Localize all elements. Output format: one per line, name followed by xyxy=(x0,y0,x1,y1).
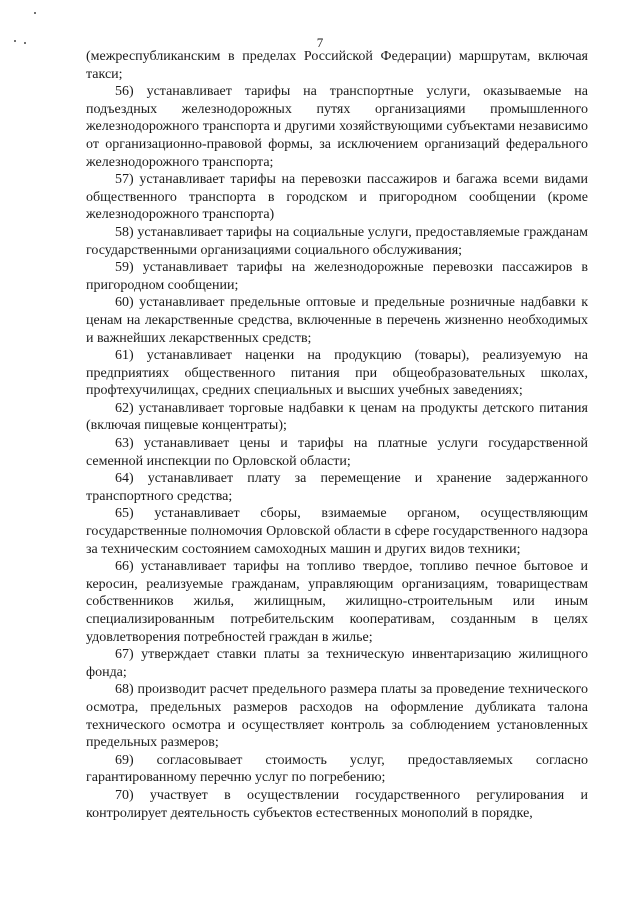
list-item-62: 62) устанавливает торговые надбавки к ценам на продукты детского питания (включая пищевые концентраты); xyxy=(86,400,588,434)
list-item-56: 56) устанавливает тарифы на транспортные услуги, оказываемые на подъездных железнодорожных путях организациями промышленного железнодорожного транспорта и другими хозяйствующими субъектами независимо от организационно-правовой формы, за исключением организаций федерального железнодорожного транспорта; xyxy=(86,84,588,170)
list-item-70: 70) участвует в осуществлении государственного регулирования и контролирует деятельность субъектов естественных монополий в порядке, xyxy=(86,787,588,821)
list-item-66: 66) устанавливает тарифы на топливо твердое, топливо печное бытовое и керосин, реализуемые гражданам, управляющим организациям, товариществам собственников жилья, жилищным, жилищно-строительным или иным специализированным потребительским кооперативам, созданным в целях удовлетворения потребностей граждан в жилье; xyxy=(86,559,588,645)
list-item-58: 58) устанавливает тарифы на социальные услуги, предоставляемые гражданам государственными организациями социального обслуживания; xyxy=(86,224,588,258)
document-body xyxy=(86,48,588,822)
list-item-67: 67) утверждает ставки платы за техническую инвентаризацию жилищного фонда; xyxy=(86,647,588,680)
lead-in-paragraph: (межреспубликанским в пределах Российской Федерации) маршрутам, включая такси; xyxy=(86,49,588,82)
list-item-69: 69) согласовывает стоимость услуг, предоставляемых согласно гарантированному перечню услуг по погребению; xyxy=(86,752,588,786)
list-item-65: 65) устанавливает сборы, взимаемые органом, осуществляющим государственные полномочия Орловской области в сфере государственного надзора за техническим состоянием самоходных машин и других видов техники; xyxy=(86,506,588,557)
list-item-64: 64) устанавливает плату за перемещение и хранение задержанного транспортного средства; xyxy=(86,471,588,504)
list-item-61: 61) устанавливает наценки на продукцию (товары), реализуемую на предприятиях общественного питания при общеобразовательных школах, профтехучилищах, средних специальных и высших учебных заведениях; xyxy=(86,348,588,399)
scan-speck xyxy=(34,12,36,14)
list-item-60: 60) устанавливает предельные оптовые и предельные розничные надбавки к ценам на лекарственные средства, включенные в перечень жизненно необходимых и важнейших лекарственных средств; xyxy=(86,295,588,346)
list-item-59: 59) устанавливает тарифы на железнодорожные перевозки пассажиров в пригородном сообщении; xyxy=(86,260,588,293)
page-number: 7 xyxy=(316,35,324,50)
list-item-63: 63) устанавливает цены и тарифы на платные услуги государственной семенной инспекции по Орловской области; xyxy=(86,436,588,469)
list-item-57: 57) устанавливает тарифы на перевозки пассажиров и багажа всеми видами общественного транспорта в городском и пригородном сообщении (кроме железнодорожного транспорта) xyxy=(86,172,588,223)
list-item-68: 68) производит расчет предельного размера платы за проведение технического осмотра, предельных размеров расходов на оформление дубликата талона технического осмотра и осуществляет контроль за соблюдением установленных предельных размеров; xyxy=(86,682,588,751)
